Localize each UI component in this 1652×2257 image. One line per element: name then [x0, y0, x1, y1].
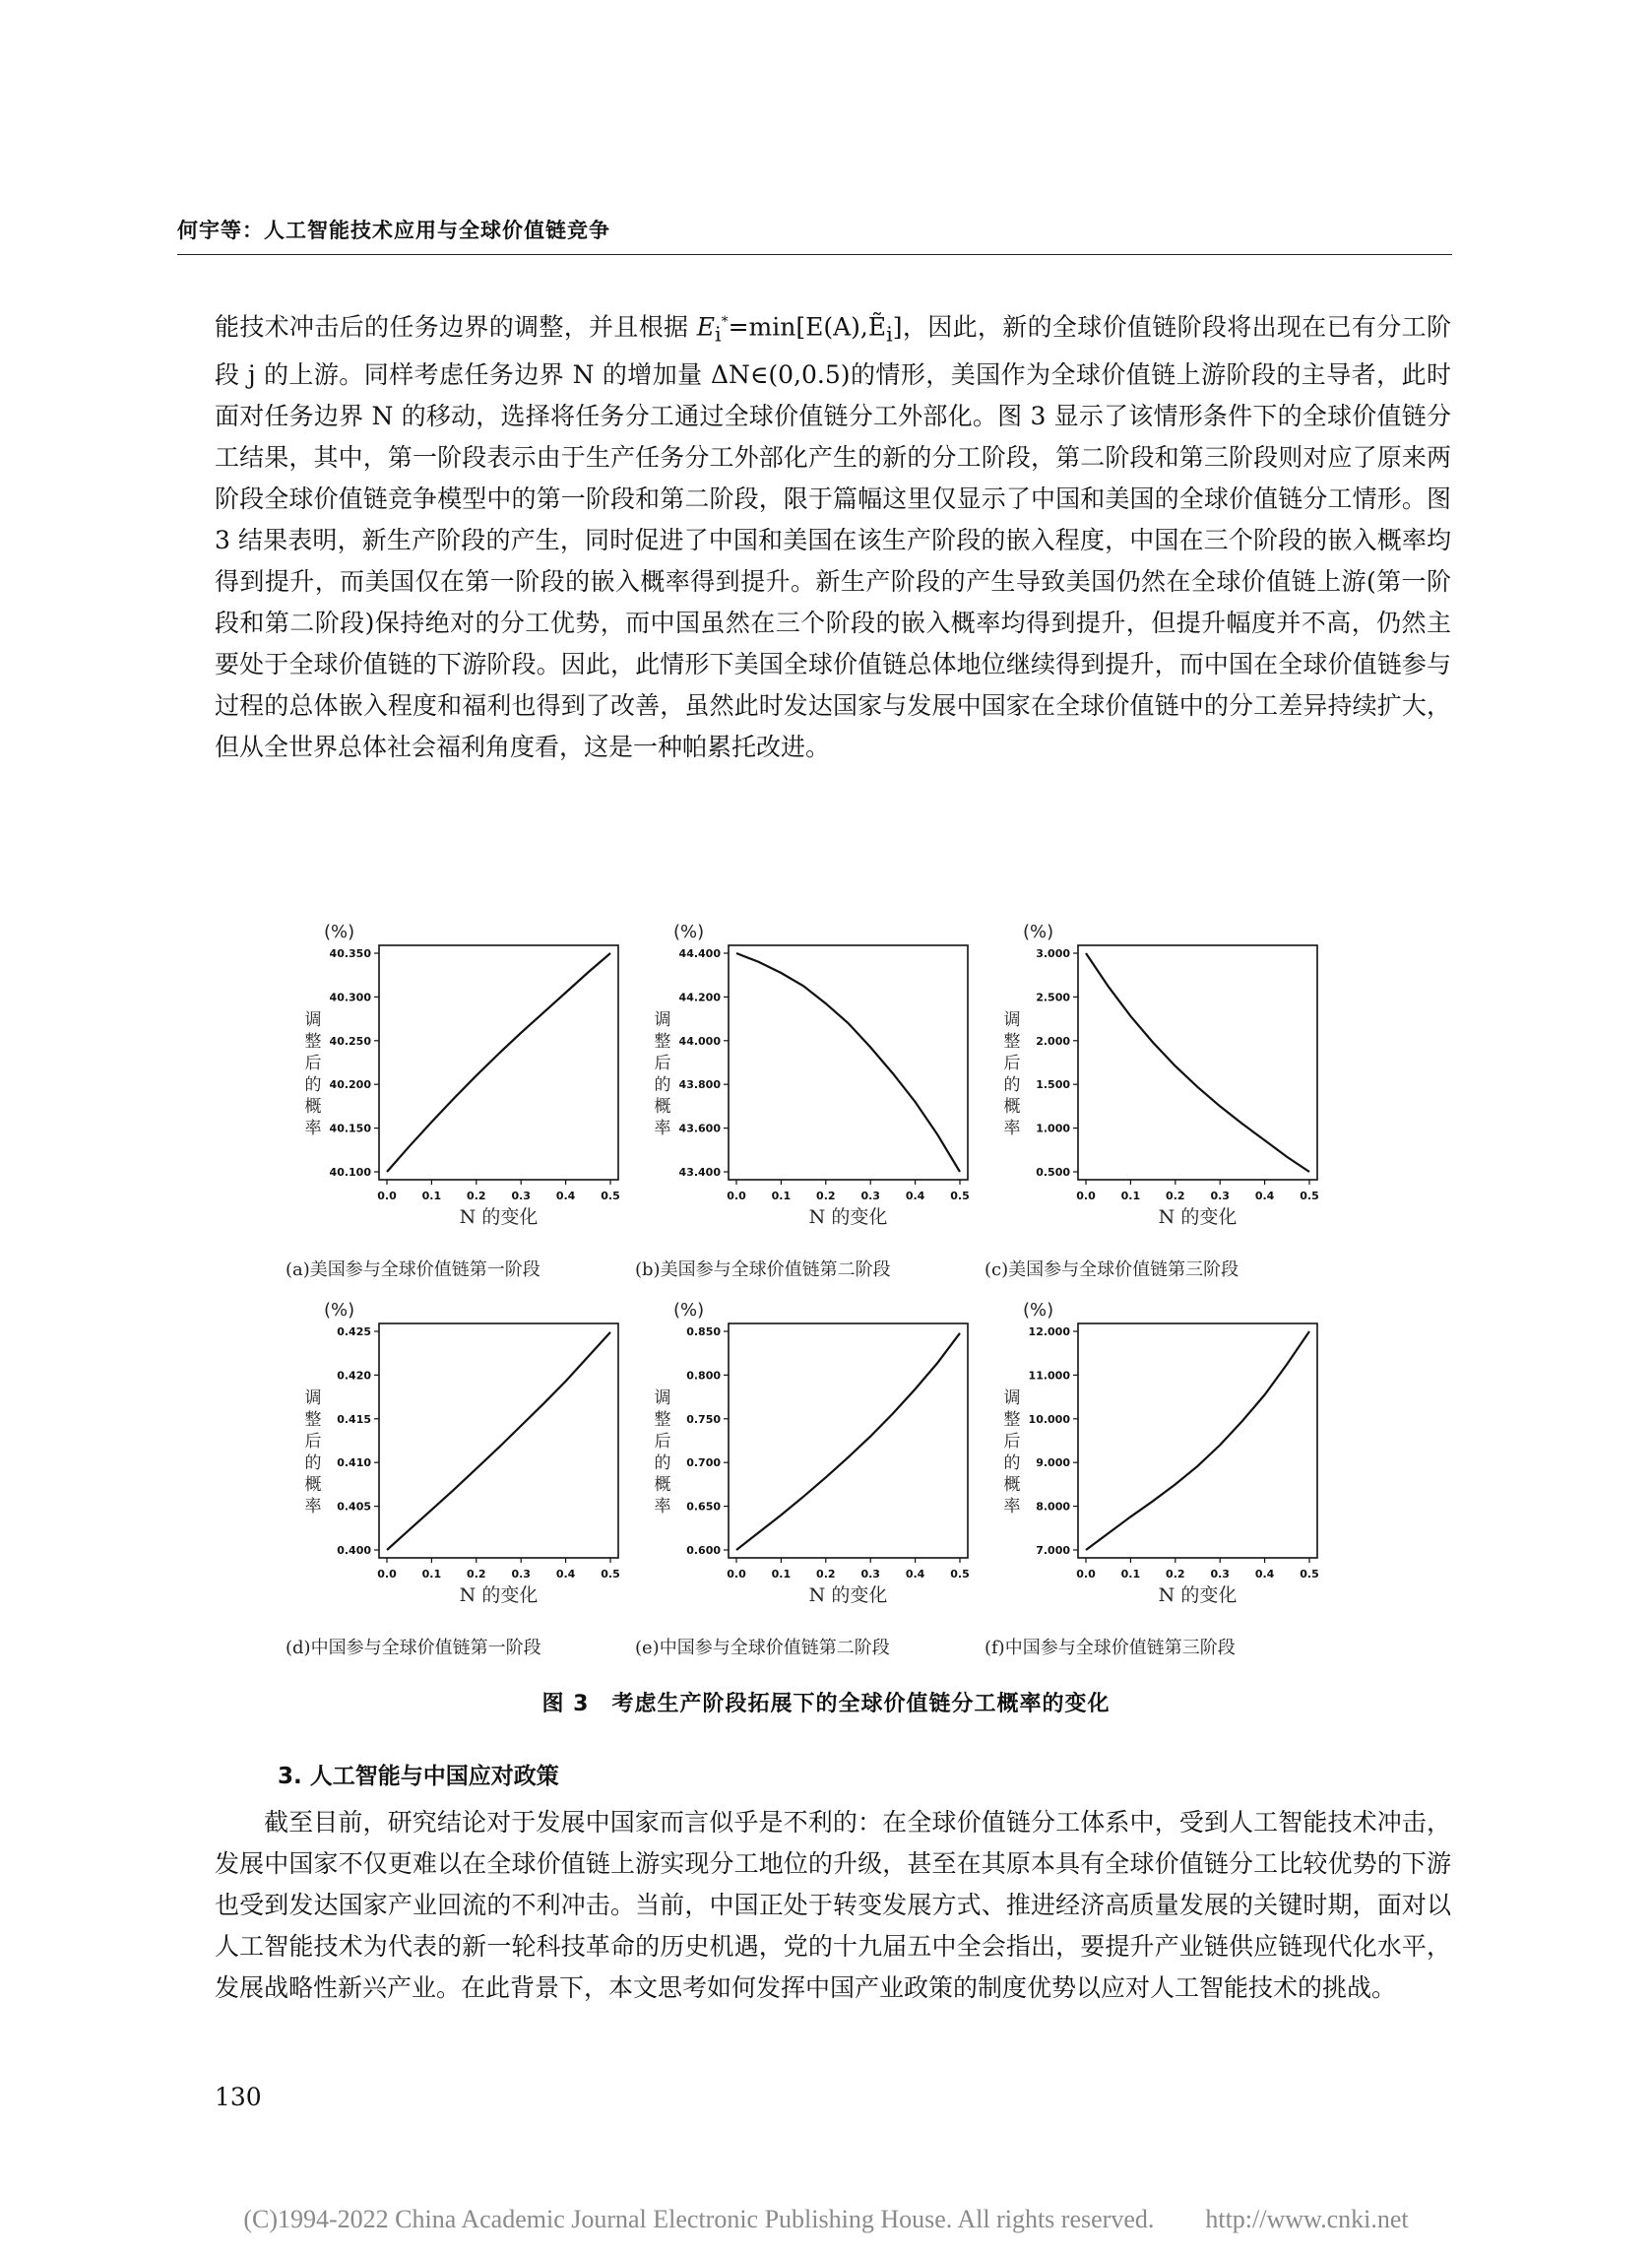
- y-tick-label: 11.000: [1028, 1369, 1070, 1383]
- x-tick-label: 0.0: [727, 1568, 746, 1580]
- x-tick-label: 0.3: [1210, 1568, 1230, 1580]
- figure-3: [286, 916, 1378, 1684]
- formula-rhs: =min[E(A),Ẽ: [728, 312, 887, 342]
- plot-frame: [379, 945, 618, 1180]
- x-tick-label: 0.4: [555, 1190, 576, 1202]
- unit-label: (%): [1023, 922, 1054, 942]
- panel-c: [985, 916, 1334, 1285]
- y-tick-label: 40.300: [329, 991, 371, 1004]
- chart-e: [635, 1294, 985, 1634]
- plot-frame: [1078, 945, 1317, 1180]
- x-tick-label: 0.0: [377, 1568, 397, 1580]
- paragraph-1-rest: 已有分工阶段 j 的上游。同样考虑任务边界 N 的增加量 ΔN∈(0,0.5)的情形，美国作为全球价值链上游阶段的主导者，此时面对任务边界 N 的移动，选择将任务分工通过全球价值链分工外部化。图 3 显示了该情形条件下的全球价值链分工结果，其中，第一阶段表示由于生产任务分工外部化产生的新的分工阶段，第二阶段和第三阶段则对应了原来两阶段全球价值链竞争模型中的第一阶段和第二阶段，限于篇幅这里仅显示了中国和美国的全球价值链分工情形。图 3 结果表明，新生产阶段的产生，同时促进了中国和美国在该生产阶段的嵌入程度，中国在三个阶段的嵌入概率均得到提升，而美国仅在第一阶段的嵌入概率得到提升。新生产阶段的产生导致美国仍然在全球价值链上游(第一阶段和第二阶段)保持绝对的分工优势，而中国虽然在三个阶段的嵌入概率均得到提升，但提升幅度并不高，仍然主要处于全球价值链的下游阶段。因此，此情形下美国全球价值链总体地位继续得到提升，而中国在全球价值链参与过程的总体嵌入程度和福利也得到了改善，虽然此时发达国家与发展中国家在全球价值链中的分工差异持续扩大，但从全世界总体社会福利角度看，这是一种帕累托改进。: [215, 312, 1451, 762]
- x-tick-label: 0.2: [816, 1568, 836, 1580]
- ylabel-c: 调 整 后 的 概 率: [1003, 1010, 1021, 1138]
- x-tick-label: 0.1: [421, 1190, 442, 1202]
- y-tick-label: 43.600: [678, 1122, 721, 1135]
- chart-d: [286, 1294, 635, 1634]
- chart-c: [985, 916, 1334, 1256]
- ylabel-e: 调 整 后 的 概 率: [654, 1388, 671, 1516]
- x-tick-label: 0.3: [511, 1190, 531, 1202]
- section-heading: 3. 人工智能与中国应对政策: [278, 1764, 559, 1789]
- y-tick-label: 0.850: [686, 1325, 721, 1338]
- x-tick-label: 0.1: [421, 1568, 442, 1580]
- formula-lhs: E: [696, 312, 715, 342]
- y-tick-label: 0.750: [686, 1412, 721, 1426]
- x-tick-label: 0.0: [1076, 1568, 1096, 1580]
- y-tick-label: 43.800: [678, 1078, 721, 1092]
- x-tick-label: 0.3: [1210, 1190, 1230, 1202]
- x-tick-label: 0.3: [860, 1190, 880, 1202]
- x-tick-label: 0.5: [1300, 1190, 1319, 1202]
- x-tick-label: 0.5: [950, 1568, 970, 1580]
- x-tick-label: 0.0: [727, 1190, 746, 1202]
- series-line: [1086, 953, 1309, 1172]
- formula-sup: *: [721, 314, 729, 330]
- x-axis-label: N 的变化: [1158, 1584, 1238, 1606]
- formula-sub: i: [714, 322, 722, 347]
- panel-e: [635, 1294, 985, 1663]
- x-tick-label: 0.3: [860, 1568, 880, 1580]
- page-number: 130: [215, 2083, 262, 2111]
- series-line: [736, 1333, 960, 1550]
- chart-b: [635, 916, 985, 1256]
- caption-a: (a)美国参与全球价值链第一阶段: [286, 1259, 540, 1280]
- formula-sub-2: i: [886, 322, 893, 347]
- x-tick-label: 0.4: [1254, 1190, 1275, 1202]
- panel-d: [286, 1294, 635, 1663]
- formula-end: ]: [892, 312, 903, 342]
- panel-a: [286, 916, 635, 1285]
- series-line: [736, 953, 960, 1172]
- y-tick-label: 43.400: [678, 1166, 721, 1179]
- plot-frame: [1078, 1323, 1317, 1558]
- y-tick-label: 2.000: [1036, 1034, 1070, 1048]
- x-tick-label: 0.2: [816, 1190, 836, 1202]
- x-axis-label: N 的变化: [808, 1584, 888, 1606]
- y-tick-label: 40.100: [329, 1166, 371, 1179]
- x-axis-label: N 的变化: [459, 1584, 539, 1606]
- paragraph-1-line1-b: ，因此，新的全球价值链阶段将出现在: [902, 312, 1327, 342]
- panel-f: [985, 1294, 1334, 1663]
- y-tick-label: 0.700: [686, 1456, 721, 1470]
- plot-frame: [729, 945, 968, 1180]
- caption-d: (d)中国参与全球价值链第一阶段: [286, 1638, 541, 1658]
- ylabel-d: 调 整 后 的 概 率: [304, 1388, 322, 1516]
- y-tick-label: 0.500: [1036, 1166, 1070, 1179]
- plot-frame: [379, 1323, 618, 1558]
- y-tick-label: 0.410: [337, 1456, 371, 1470]
- series-line: [1086, 1331, 1309, 1550]
- unit-label: (%): [324, 1300, 355, 1321]
- x-tick-label: 0.4: [905, 1568, 925, 1580]
- plot-frame: [729, 1323, 968, 1558]
- chart-f: [985, 1294, 1334, 1634]
- caption-e: (e)中国参与全球价值链第二阶段: [635, 1638, 890, 1658]
- y-tick-label: 0.415: [337, 1412, 371, 1426]
- y-tick-label: 10.000: [1028, 1412, 1070, 1426]
- unit-label: (%): [1023, 1300, 1054, 1321]
- x-tick-label: 0.4: [1254, 1568, 1275, 1580]
- ylabel-f: 调 整 后 的 概 率: [1003, 1388, 1021, 1516]
- x-tick-label: 0.5: [601, 1568, 620, 1580]
- y-tick-label: 9.000: [1036, 1456, 1070, 1470]
- x-tick-label: 0.0: [1076, 1190, 1096, 1202]
- chart-a: [286, 916, 635, 1256]
- paragraph-2: 截至目前，研究结论对于发展中国家而言似乎是不利的：在全球价值链分工体系中，受到人工智能技术冲击，发展中国家不仅更难以在全球价值链上游实现分工地位的升级，甚至在其原本具有全球价值链分工比较优势的下游也受到发达国家产业回流的不利冲击。当前，中国正处于转变发展方式、推进经济高质量发展的关键时期，面对以人工智能技术为代表的新一轮科技革命的历史机遇，党的十九届五中全会指出，要提升产业链供应链现代化水平，发展战略性新兴产业。在此背景下，本文思考如何发挥中国产业政策的制度优势以应对人工智能技术的挑战。: [215, 1808, 1451, 2002]
- x-tick-label: 0.5: [950, 1190, 970, 1202]
- paragraph-1: [215, 301, 1451, 768]
- y-tick-label: 8.000: [1036, 1500, 1070, 1514]
- unit-label: (%): [324, 922, 355, 942]
- y-tick-label: 0.405: [337, 1500, 371, 1514]
- x-axis-label: N 的变化: [808, 1206, 888, 1228]
- panel-b: [635, 916, 985, 1285]
- y-tick-label: 0.420: [337, 1369, 371, 1383]
- y-tick-label: 1.500: [1036, 1078, 1070, 1092]
- caption-f: (f)中国参与全球价值链第三阶段: [985, 1638, 1236, 1658]
- x-tick-label: 0.1: [1120, 1190, 1141, 1202]
- header-rule: [177, 254, 1452, 255]
- x-tick-label: 0.2: [467, 1568, 486, 1580]
- y-tick-label: 40.150: [329, 1122, 371, 1135]
- x-tick-label: 0.0: [377, 1190, 397, 1202]
- series-line: [387, 953, 610, 1172]
- x-tick-label: 0.2: [1166, 1190, 1185, 1202]
- unit-label: (%): [673, 922, 705, 942]
- x-tick-label: 0.2: [467, 1190, 486, 1202]
- y-tick-label: 0.425: [337, 1325, 371, 1338]
- y-tick-label: 7.000: [1036, 1544, 1070, 1557]
- y-tick-label: 0.600: [686, 1544, 721, 1557]
- y-tick-label: 40.350: [329, 947, 371, 960]
- caption-b: (b)美国参与全球价值链第二阶段: [635, 1259, 891, 1280]
- x-tick-label: 0.5: [601, 1190, 620, 1202]
- y-tick-label: 3.000: [1036, 947, 1070, 960]
- x-tick-label: 0.5: [1300, 1568, 1319, 1580]
- y-tick-label: 40.200: [329, 1078, 371, 1092]
- y-tick-label: 0.800: [686, 1369, 721, 1383]
- copyright-footer: (C)1994-2022 China Academic Journal Electronic Publishing House. All rights reserved. http://www.cnki.net: [243, 2205, 1409, 2233]
- ylabel-a: 调 整 后 的 概 率: [304, 1010, 322, 1138]
- x-axis-label: N 的变化: [459, 1206, 539, 1228]
- figure-title: 图 3 考虑生产阶段拓展下的全球价值链分工概率的变化: [541, 1692, 1111, 1716]
- unit-label: (%): [673, 1300, 705, 1321]
- caption-c: (c)美国参与全球价值链第三阶段: [985, 1259, 1239, 1280]
- x-tick-label: 0.4: [555, 1568, 576, 1580]
- running-head: 何宇等：人工智能技术应用与全球价值链竞争: [177, 219, 610, 242]
- x-axis-label: N 的变化: [1158, 1206, 1238, 1228]
- x-tick-label: 0.4: [905, 1190, 925, 1202]
- x-tick-label: 0.2: [1166, 1568, 1185, 1580]
- y-tick-label: 40.250: [329, 1034, 371, 1048]
- y-tick-label: 44.400: [678, 947, 721, 960]
- y-tick-label: 44.200: [678, 991, 721, 1004]
- y-tick-label: 44.000: [678, 1034, 721, 1048]
- x-tick-label: 0.1: [771, 1190, 792, 1202]
- y-tick-label: 12.000: [1028, 1325, 1070, 1338]
- x-tick-label: 0.3: [511, 1568, 531, 1580]
- y-tick-label: 1.000: [1036, 1122, 1070, 1135]
- paragraph-1-line1-a: 能技术冲击后的任务边界的调整，并且根据: [215, 312, 697, 342]
- y-tick-label: 2.500: [1036, 991, 1070, 1004]
- series-line: [387, 1332, 610, 1550]
- y-tick-label: 0.650: [686, 1500, 721, 1514]
- x-tick-label: 0.1: [1120, 1568, 1141, 1580]
- ylabel-b: 调 整 后 的 概 率: [654, 1010, 671, 1138]
- x-tick-label: 0.1: [771, 1568, 792, 1580]
- y-tick-label: 0.400: [337, 1544, 371, 1557]
